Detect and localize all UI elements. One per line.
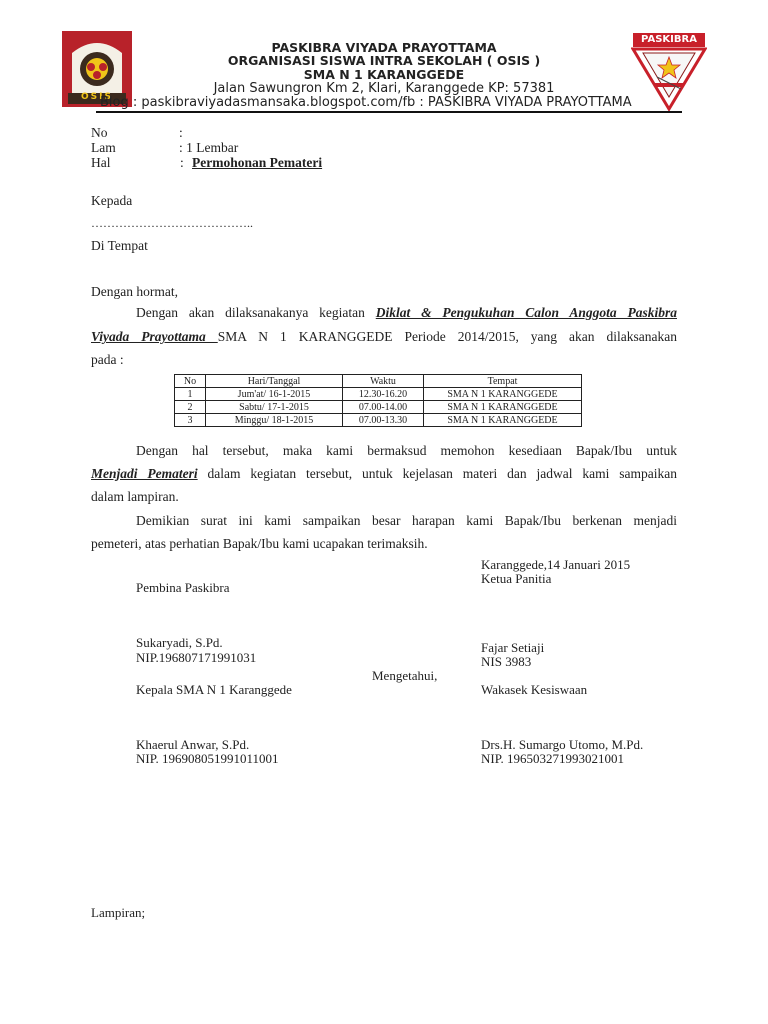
paragraph-1-line-3: pada : — [91, 352, 124, 367]
lampiran: Lampiran; — [91, 905, 146, 920]
no-value: : — [179, 125, 183, 140]
wakasek-title: Wakasek Kesiswaan — [481, 682, 588, 697]
pembina-title: Pembina Paskibra — [136, 580, 230, 595]
p1-line1-pre: Dengan akan dilaksanakanya kegiatan — [136, 305, 376, 320]
ketua-title: Ketua Panitia — [481, 571, 552, 586]
paragraph-3-line-2: pemeteri, atas perhatian Bapak/Ibu kami ucapakan terimaksih. — [91, 536, 428, 551]
paragraph-3-line-1: Demikian surat ini kami sampaikan besar harapan kami Bapak/Ibu berkenan menjadi — [136, 513, 677, 528]
lam-value: : 1 Lembar — [179, 140, 239, 155]
menjadi-pemateri: Menjadi Pemateri — [91, 466, 198, 481]
schedule-header: Tempat — [424, 375, 582, 388]
table-cell: SMA N 1 KARANGGEDE — [424, 401, 582, 414]
pembina-nip: NIP.196807171991031 — [136, 650, 257, 665]
mengetahui: Mengetahui, — [372, 668, 438, 683]
blog-line: Blog : paskibraviyadasmansaka.blogspot.com/fb : PASKIBRA VIYADA PRAYOTTAMA — [100, 95, 632, 110]
school-address: Jalan Sawungron Km 2, Klari, Karanggede KP: 57381 — [213, 81, 555, 96]
recipient-dots: ………………………………….. — [91, 216, 253, 230]
p2-line2-rest: dalam kegiatan tersebut, untuk kejelasan materi dan jadwal kami sampaikan — [197, 466, 677, 481]
table-cell: 07.00-13.30 — [343, 414, 424, 427]
schedule-header: Waktu — [343, 375, 424, 388]
greeting: Dengan hormat, — [91, 284, 178, 299]
wakasek-name: Drs.H. Sumargo Utomo, M.Pd. — [481, 737, 644, 752]
table-cell: 2 — [175, 401, 206, 414]
table-cell: SMA N 1 KARANGGEDE — [424, 388, 582, 401]
kepsek-name: Khaerul Anwar, S.Pd. — [136, 737, 250, 752]
kepsek-title: Kepala SMA N 1 Karanggede — [136, 682, 292, 697]
table-cell: 07.00-14.00 — [343, 401, 424, 414]
paragraph-1-line-1 — [136, 305, 677, 321]
table-cell: SMA N 1 KARANGGEDE — [424, 414, 582, 427]
school-name: SMA N 1 KARANGGEDE — [303, 67, 465, 82]
paragraph-2-line-1: Dengan hal tersebut, maka kami bermaksud memohon kesediaan Bapak/Ibu untuk — [136, 443, 677, 458]
table-cell: Jum'at/ 16-1-2015 — [206, 388, 343, 401]
wakasek-nip: NIP. 196503271993021001 — [481, 751, 625, 766]
event-name: Diklat & Pengukuhan Calon Anggota Paskibra — [375, 305, 677, 320]
schedule-table — [174, 374, 582, 427]
table-cell: 3 — [175, 414, 206, 427]
schedule-header: Hari/Tanggal — [206, 375, 343, 388]
pembina-name: Sukaryadi, S.Pd. — [136, 635, 223, 650]
paragraph-2-line-2 — [91, 466, 677, 482]
header-divider — [96, 111, 682, 113]
table-cell: 12.30-16.20 — [343, 388, 424, 401]
table-cell: Sabtu/ 17-1-2015 — [206, 401, 343, 414]
hal-value: Permohonan Pemateri — [192, 155, 323, 170]
ketua-nis: NIS 3983 — [481, 654, 532, 669]
lam-label: Lam — [91, 140, 116, 155]
kepsek-nip: NIP. 196908051991011001 — [136, 751, 279, 766]
schedule-header: No — [175, 375, 206, 388]
table-cell: Minggu/ 18-1-2015 — [206, 414, 343, 427]
osis-logo-text: OSIS — [81, 92, 113, 102]
paragraph-1-line-2 — [91, 329, 677, 345]
table-row — [175, 414, 582, 427]
event-name-cont: Viyada Prayottama — [91, 329, 218, 344]
hal-colon: : — [180, 155, 184, 170]
org-name: PASKIBRA VIYADA PRAYOTTAMA — [271, 40, 497, 55]
schedule-header-row — [175, 375, 582, 388]
ketua-name: Fajar Setiaji — [481, 640, 545, 655]
table-row — [175, 388, 582, 401]
paragraph-2-line-3: dalam lampiran. — [91, 489, 179, 504]
kepada: Kepada — [91, 193, 133, 208]
table-cell: 1 — [175, 388, 206, 401]
no-label: No — [91, 125, 108, 140]
p1-line2-rest: SMA N 1 KARANGGEDE Periode 2014/2015, yang akan dilaksanakan — [217, 329, 677, 344]
hal-label: Hal — [91, 155, 111, 170]
paskibra-logo-text: PASKIBRA — [641, 34, 697, 45]
place-date: Karanggede,14 Januari 2015 — [481, 557, 631, 572]
table-row — [175, 401, 582, 414]
di-tempat: Di Tempat — [91, 238, 148, 253]
osis-name: ORGANISASI SISWA INTRA SEKOLAH ( OSIS ) — [227, 53, 541, 68]
